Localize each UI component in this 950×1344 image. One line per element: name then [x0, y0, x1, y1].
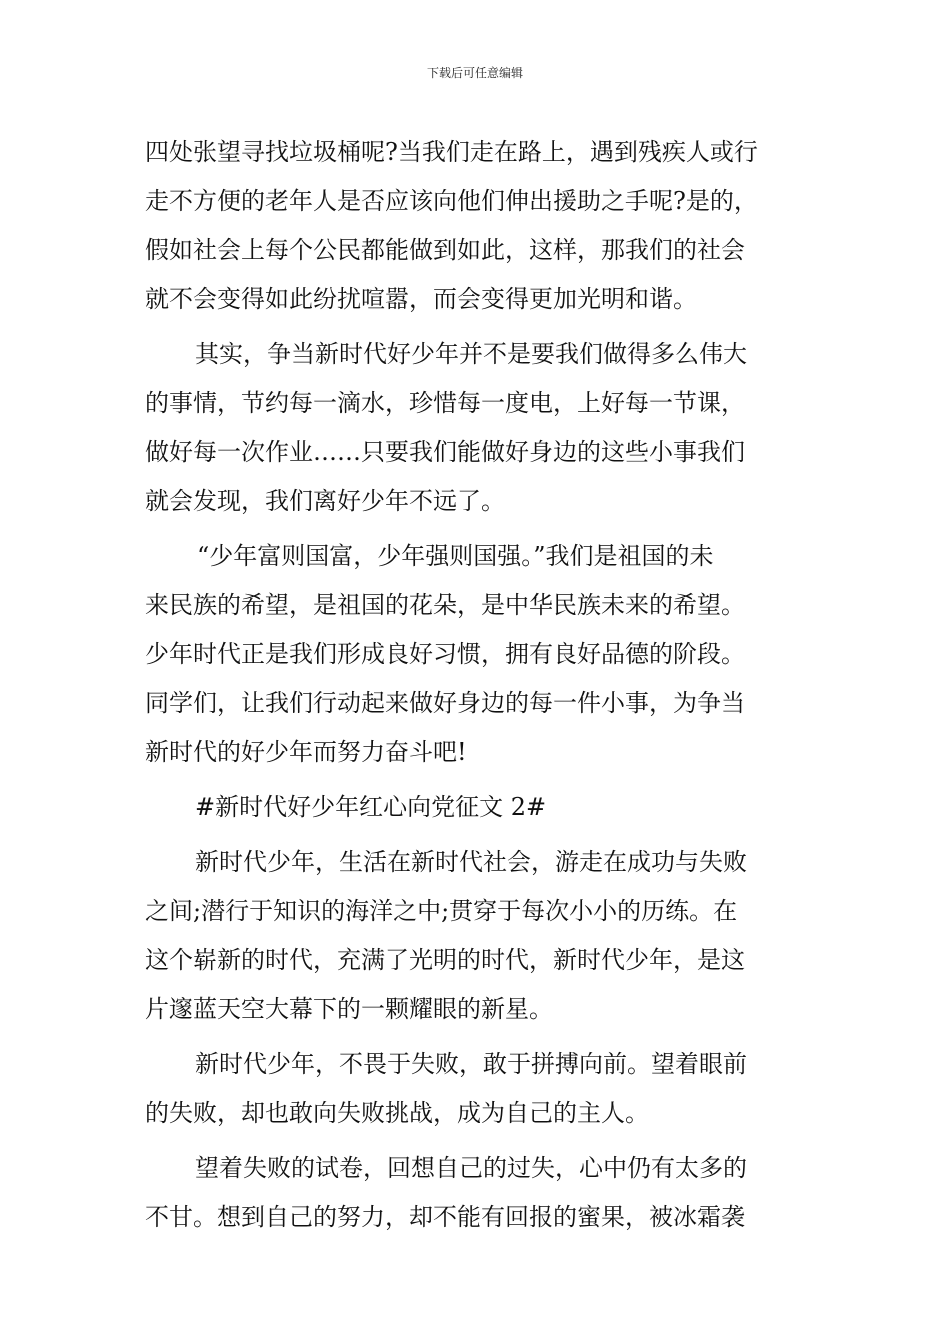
- text-line: 来民族的希望，是祖国的花朵，是中华民族未来的希望。: [145, 591, 745, 619]
- text-line: 假如社会上每个公民都能做到如此，这样，那我们的社会: [145, 236, 745, 264]
- text-line: 就不会变得如此纷扰喧嚣，而会变得更加光明和谐。: [145, 285, 697, 313]
- text-line: 走不方便的老年人是否应该向他们伸出援助之手呢?是的，: [145, 187, 758, 215]
- text-line: 新时代的好少年而努力奋斗吧!: [145, 738, 467, 766]
- paragraph-first-line: 望着失败的试卷，回想自己的过失，心中仍有太多的: [195, 1154, 747, 1182]
- text-line: 的事情，节约每一滴水，珍惜每一度电，上好每一节课，: [145, 389, 745, 417]
- section-heading: #新时代好少年红心向党征文 2#: [195, 793, 547, 821]
- page-header-note: 下载后可任意编辑: [426, 66, 523, 80]
- paragraph-first-line: 新时代少年，不畏于失败，敢于拼搏向前。望着眼前: [195, 1050, 747, 1078]
- text-line: 同学们，让我们行动起来做好身边的每一件小事，为争当: [145, 689, 745, 717]
- text-line: 就会发现，我们离好少年不远了。: [145, 487, 505, 515]
- paragraph-first-line: 其实，争当新时代好少年并不是要我们做得多么伟大: [195, 340, 747, 368]
- text-line: 不甘。想到自己的努力，却不能有回报的蜜果，被冰霜袭: [145, 1203, 745, 1231]
- document-body: [145, 128, 810, 1242]
- text-line: 片邃蓝天空大幕下的一颗耀眼的新星。: [145, 995, 553, 1023]
- text-line: 的失败，却也敢向失败挑战，成为自己的主人。: [145, 1099, 649, 1127]
- text-line: 这个崭新的时代，充满了光明的时代，新时代少年，是这: [145, 946, 745, 974]
- text-line: 四处张望寻找垃圾桶呢?当我们走在路上，遇到残疾人或行: [145, 138, 758, 166]
- paragraph-first-line: “少年富则国富，少年强则国强。”我们是祖国的未: [197, 542, 714, 570]
- text-line: 之间;潜行于知识的海洋之中;贯穿于每次小小的历练。在: [145, 897, 738, 925]
- text-line: 做好每一次作业……只要我们能做好身边的这些小事我们: [145, 438, 745, 466]
- text-line: 少年时代正是我们形成良好习惯，拥有良好品德的阶段。: [145, 640, 745, 668]
- paragraph-first-line: 新时代少年，生活在新时代社会，游走在成功与失败: [195, 848, 747, 876]
